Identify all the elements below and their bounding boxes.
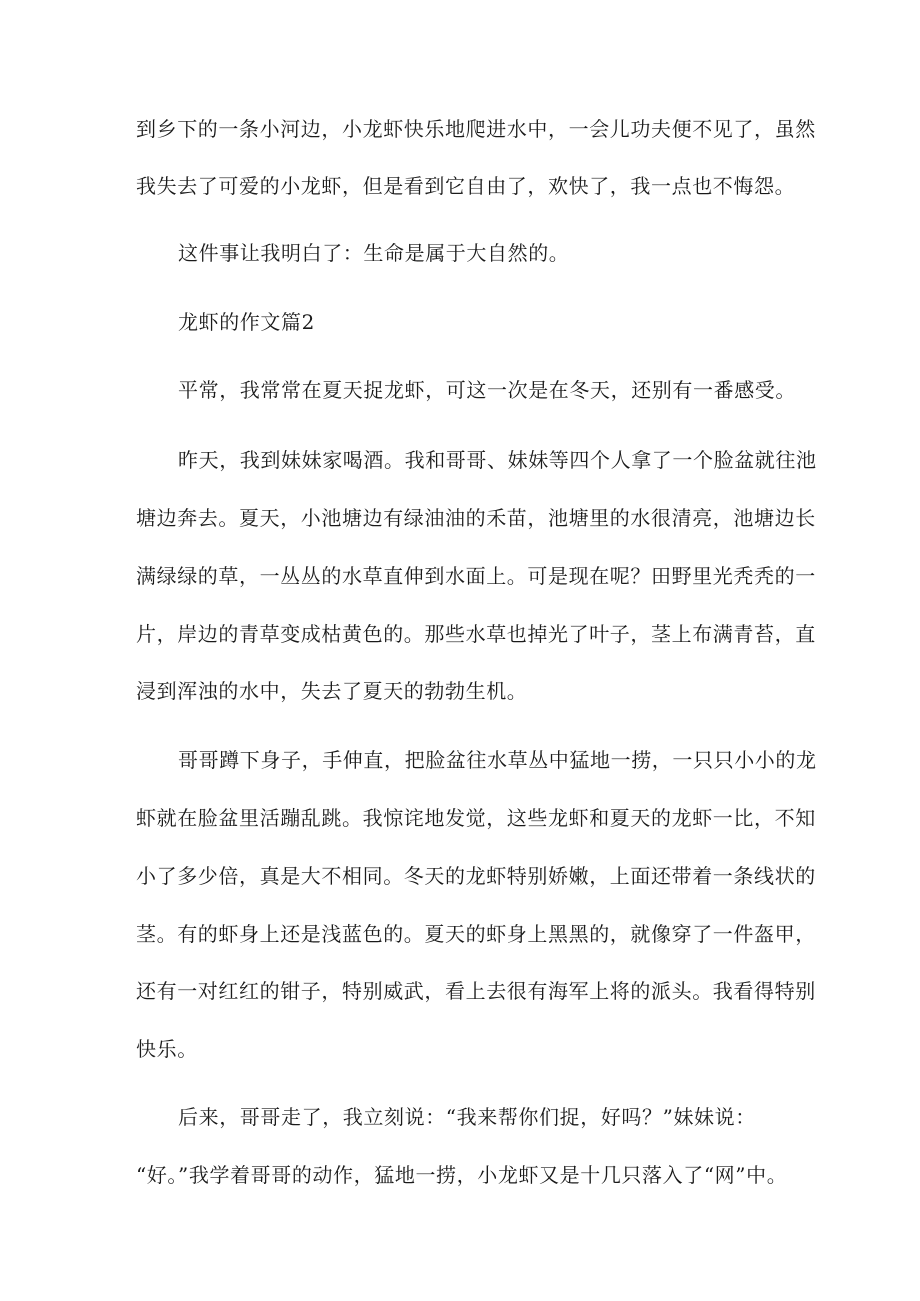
text-line: 平常，我常常在夏天捉龙虾，可这一次是在冬天，还别有一番感受。	[178, 378, 796, 402]
text-line: 塘边奔去。夏天，小池塘边有绿油油的禾苗，池塘里的水很清亮，池塘边长	[136, 506, 816, 530]
text-line: 后来，哥哥走了，我立刻说：“我来帮你们捉，好吗？”妹妹说：	[178, 1105, 756, 1129]
text-line: 到乡下的一条小河边，小龙虾快乐地爬进水中，一会儿功夫便不见了，虽然	[136, 117, 816, 141]
text-line: 满绿绿的草，一丛丛的水草直伸到水面上。可是现在呢？田野里光秃秃的一	[136, 564, 816, 588]
section-heading: 龙虾的作文篇2	[178, 310, 315, 334]
text-line: 快乐。	[136, 1037, 198, 1061]
text-line: 茎。有的虾身上还是浅蓝色的。夏天的虾身上黑黑的，就像穿了一件盔甲，	[136, 922, 816, 946]
text-line: 这件事让我明白了：生命是属于大自然的。	[178, 241, 570, 265]
text-line: “好。”我学着哥哥的动作，猛地一捞，小龙虾又是十几只落入了“网”中。	[136, 1163, 788, 1187]
text-line: 我失去了可爱的小龙虾，但是看到它自由了，欢快了，我一点也不悔怨。	[136, 174, 796, 198]
text-line: 哥哥蹲下身子，手伸直，把脸盆往水草丛中猛地一捞，一只只小小的龙	[178, 748, 817, 772]
text-line: 片，岸边的青草变成枯黄色的。那些水草也掉光了叶子，茎上布满青苔，直	[136, 622, 816, 646]
text-line: 昨天，我到妹妹家喝酒。我和哥哥、妹妹等四个人拿了一个脸盆就往池	[178, 448, 817, 472]
text-line: 小了多少倍，真是大不相同。冬天的龙虾特别娇嫩，上面还带着一条线状的	[136, 864, 816, 888]
text-line: 还有一对红红的钳子，特别威武，看上去很有海军上将的派头。我看得特别	[136, 979, 816, 1003]
text-line: 浸到浑浊的水中，失去了夏天的勃勃生机。	[136, 679, 528, 703]
text-line: 虾就在脸盆里活蹦乱跳。我惊诧地发觉，这些龙虾和夏天的龙虾一比，不知	[136, 806, 816, 830]
